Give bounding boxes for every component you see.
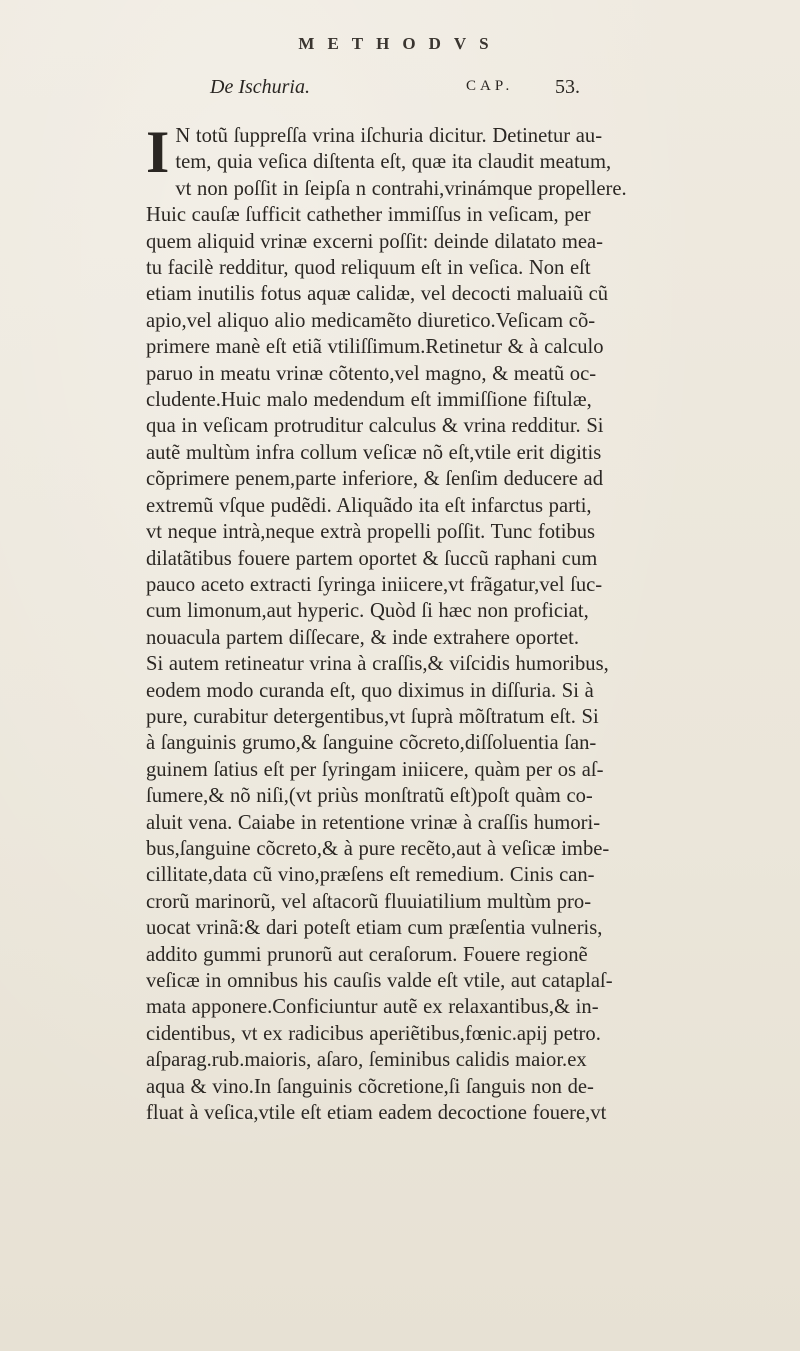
text-line: à ſanguinis grumo,& ſanguine cõcreto,diſſoluentia ſan- (146, 732, 597, 755)
text-line: primere manè eſt etiã vtiliſſimum.Retinetur & à calculo (146, 336, 604, 359)
text-line: crorũ marinorũ, vel aſtacorũ fluuiatilium multùm pro- (146, 890, 592, 913)
text-line: uocat vrinã:& dari poteſt etiam cum præſentia vulneris, (146, 917, 603, 940)
text-line: pure, curabitur detergentibus,vt ſuprà mõſtratum eſt. Si (146, 705, 599, 728)
text-line: cillitate,data cũ vino,præſens eſt remedium. Cinis can- (146, 864, 595, 887)
chapter-title: De Ischuria. (210, 76, 310, 98)
chapter-header (210, 76, 610, 106)
text-line: vt non poſſit in ſeipſa n contrahi,vrinámque propellere. (175, 177, 627, 200)
page-number: 53. (555, 76, 580, 98)
text-line: aſparag.rub.maioris, aſaro, ſeminibus calidis maior.ex (146, 1049, 587, 1072)
text-line: N totũ ſuppreſſa vrina iſchuria dicitur. Detinetur au- (175, 125, 603, 147)
drop-capital: I (146, 119, 170, 185)
text-line: Huic cauſæ ſufficit cathether immiſſus in veſicam, per (146, 204, 591, 227)
chapter-label: CAP. (466, 78, 514, 94)
text-line: bus,ſanguine cõcreto,& à pure recẽto,aut à veſicæ imbe- (146, 837, 610, 860)
text-line: ſumere,& nõ niſi,(vt priùs monſtratũ eſt)poſt quàm co- (146, 785, 593, 808)
text-line: cõprimere penem,parte inferiore, & ſenſim deducere ad (146, 468, 603, 491)
text-line: aluit vena. Caiabe in retentione vrinæ à craſſis humori- (146, 811, 601, 834)
text-line: Si autem retineatur vrina à craſſis,& viſcidis humoribus, (146, 653, 609, 676)
text-line: autẽ multùm infra collum veſicæ nõ eſt,vtile erit digitis (146, 441, 602, 464)
text-line: cidentibus, vt ex radicibus aperiẽtibus,fœnic.apij petro. (146, 1022, 601, 1045)
body-text (146, 119, 764, 1126)
running-head: METHODVS (298, 34, 502, 53)
text-line: eodem modo curanda eſt, quo diximus in diſſuria. Si à (146, 679, 594, 702)
text-line: veſicæ in omnibus his cauſis valde eſt vtile, aut cataplaſ- (146, 970, 613, 992)
text-line: extremũ vſque pudẽdi. Aliquãdo ita eſt infarctus parti, (146, 494, 592, 517)
text-line: paruo in meatu vrinæ cõtento,vel magno, & meatũ oc- (146, 362, 597, 385)
text-line: addito gummi prunorũ aut ceraſorum. Fouere regionẽ (146, 943, 588, 966)
text-line: qua in veſicam protruditur calculus & vrina redditur. Si (146, 415, 604, 438)
text-line: mata apponere.Conficiuntur autẽ ex relaxantibus,& in- (146, 996, 599, 1019)
text-lines (146, 119, 764, 1126)
text-line: cludente.Huic malo medendum eſt immiſſione fiſtulæ, (146, 389, 592, 412)
text-line: cum limonum,aut hyperic. Quòd ſi hæc non proficiat, (146, 600, 589, 623)
text-line: pauco aceto extracti ſyringa iniicere,vt frãgatur,vel ſuc- (146, 573, 603, 596)
text-line: guinem ſatius eſt per ſyringam iniicere, quàm per os aſ- (146, 758, 604, 781)
text-line: etiam inutilis fotus aquæ calidæ, vel decocti maluaiũ cũ (146, 283, 609, 306)
text-line: dilatãtibus fouere partem oportet & ſuccũ raphani cum (146, 547, 598, 570)
text-line: quem aliquid vrinæ excerni poſſit: deinde dilatato mea- (146, 230, 604, 253)
text-line: tu facilè redditur, quod reliquum eſt in veſica. Non eſt (146, 257, 591, 280)
text-line: apio,vel aliquo alio medicamẽto diuretico.Veſicam cõ- (146, 309, 596, 332)
text-line: vt neque intrà,neque extrà propelli poſſit. Tunc fotibus (146, 521, 596, 544)
text-line: tem, quia veſica diſtenta eſt, quæ ita claudit meatum, (175, 151, 612, 174)
text-line: fluat à veſica,vtile eſt etiam eadem decoctione fouere,vt (146, 1102, 607, 1125)
text-line: nouacula partem diſſecare, & inde extrahere oportet. (146, 626, 579, 649)
text-line: aqua & vino.In ſanguinis cõcretione,ſi ſanguis non de- (146, 1075, 594, 1098)
